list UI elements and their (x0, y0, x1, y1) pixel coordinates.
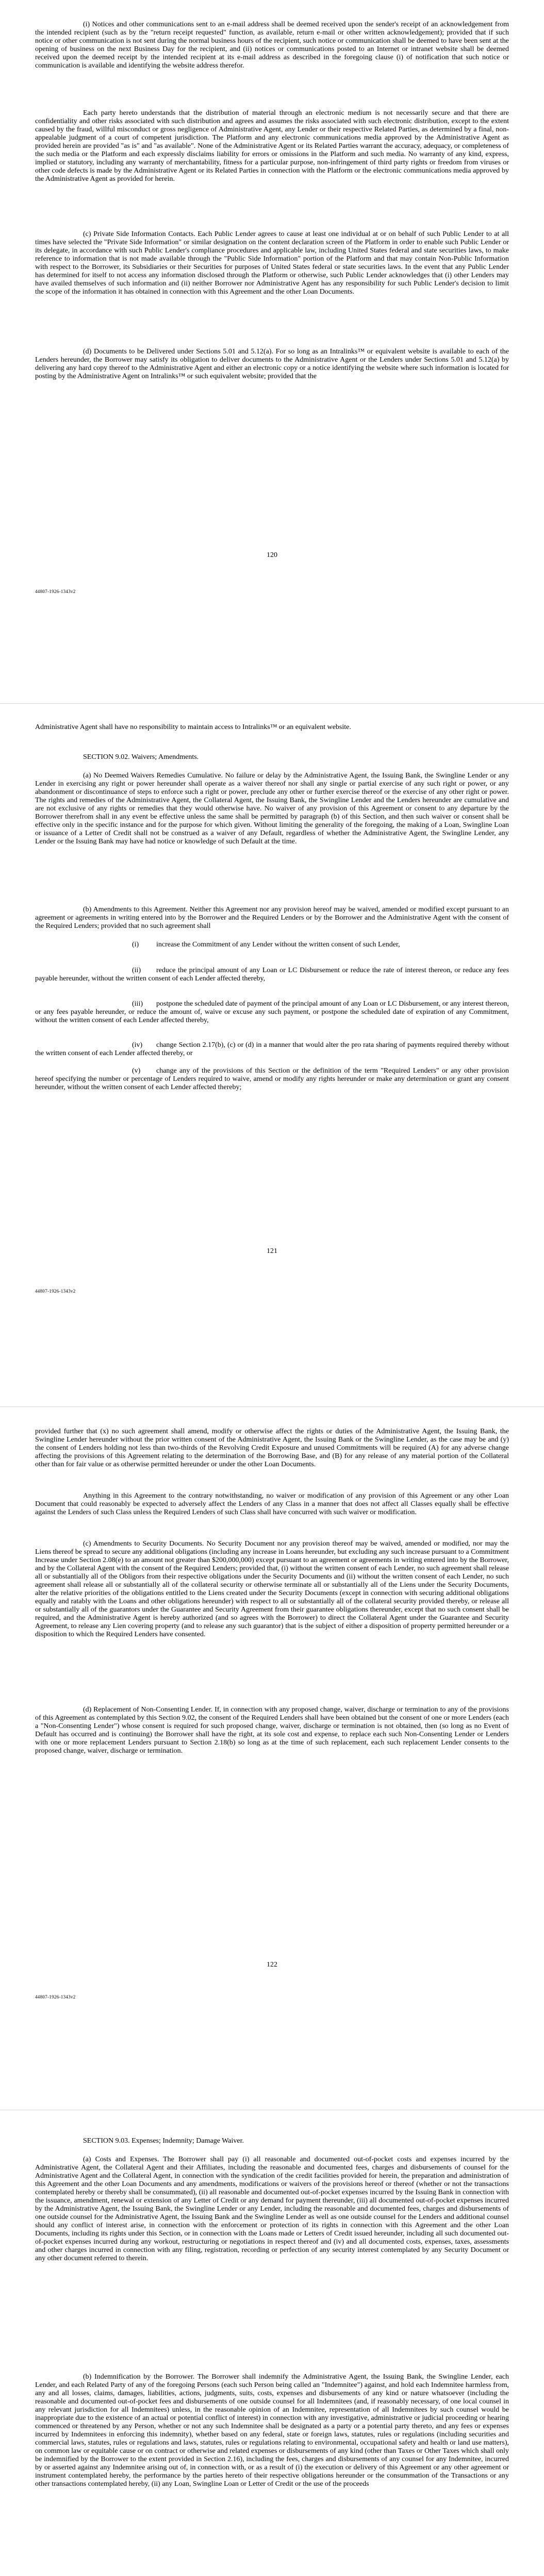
page-number: 122 (267, 1961, 277, 1969)
list-item-number: (iv) (132, 1041, 143, 1049)
list-item (35, 1000, 509, 1025)
paragraph-documents-delivered: (d) Documents to be Delivered under Sections 5.01 and 5.12(a). For so long as an Intralinks™ or equivalent website is available to each of the Lenders hereunder, the Borrower may satisfy its obligation to deliver documents to the Administrative Agent or the Lenders under Sections 5.01 and 5.12(a) by delivering any hard copy thereof to the Administrative Agent and either an electronic copy or a notice identifying the website where such information is located for posting by the Administrative Agent on Intralinks™ or such equivalent website; provided that the (35, 348, 509, 380)
paragraph-anything-contrary: Anything in this Agreement to the contrary notwithstanding, no waiver or modification of any provision of this Agreement or any other Loan Document that could reasonably be expected to adversely affect the Lenders of any Class in a manner that does not affect all Classes equally shall be effective against the Lenders of such Class unless the Required Lenders of such Class shall have concurred with such waiver or modification. (35, 1492, 509, 1516)
page-number: 121 (267, 1247, 277, 1255)
list-item-number: (ii) (132, 967, 141, 974)
list-item-number: (i) (132, 941, 139, 948)
section-heading: SECTION 9.03. Expenses; Indemnity; Damage Waiver. (83, 2137, 244, 2145)
list-item (35, 967, 509, 983)
paragraph-non-consenting-lender: (d) Replacement of Non-Consenting Lender. If, in connection with any proposed change, waiver, discharge or termination to any of the provisions of this Agreement as contemplated by this Section 9.02, the consent of the Required Lenders shall have been obtained but the consent of one or more Lenders (each a "Non-Consenting Lender") whose consent is required for such proposed change, waiver, discharge or termination is not obtained, then (so long as no Event of Default has occurred and is continuing) the Borrower shall have the right, at its sole cost and expense, to replace each such Non-Consenting Lender or Lenders with one or more replacement Lenders pursuant to Section 2.18(b) so long as at the time of such replacement, each such replacement Lender consents to the proposed change, waiver, discharge or termination. (35, 1706, 509, 1755)
list-item (35, 941, 509, 949)
paragraph-electronic-risk: Each party hereto understands that the distribution of material through an electronic medium is not necessarily secure and that there are confidentiality and other risks associated with such distribution and agrees and assumes the risks associated with such electronic distribution, except to the extent caused by the fraud, willful misconduct or gross negligence of Administrative Agent, any Lender or their respective Related Parties, as determined by a final, non-appealable judgment of a court of competent jurisdiction. The Platform and any electronic communications media approved by the Administrative Agent as provided herein are provided "as is" and "as available". None of the Administrative Agent or its Related Parties warrant the accuracy, adequacy, or completeness of the such media or the Platform and each expressly disclaims liability for errors or omissions in the Platform and such media. No warranty of any kind, express, implied or statutory, including any warranty of merchantability, fitness for a particular purpose, non-infringement of third party rights or freedom from viruses or other code defects is made by the Administrative Agent or its Related Parties in connection with the Platform or the electronic communications media approved by the Administrative Agent as provided for herein. (35, 109, 509, 183)
list-item-number: (v) (132, 1067, 141, 1075)
paragraph-costs-expenses: (a) Costs and Expenses. The Borrower shall pay (i) all reasonable and documented out-of-pocket costs and expenses incurred by the Administrative Agent, the Collateral Agent and their Affiliates, including the reasonable and documented fees, charges and disbursements of counsel for the Administrative Agent and the Collateral Agent, in connection with the syndication of the credit facilities provided for herein, the preparation and administration of this Agreement and the other Loan Documents and any amendments, modifications or waivers of the provisions hereof or thereof (whether or not the transactions contemplated hereby or thereby shall be consummated), (ii) all reasonable and documented out-of-pocket expenses incurred by the Issuing Bank in connection with the issuance, amendment, renewal or extension of any Letter of Credit or any demand for payment thereunder, (iii) all documented out-of-pocket expenses incurred by the Administrative Agent, the Issuing Bank, the Swingline Lender or any Lender, including the reasonable and documented fees, charges and disbursements of one outside counsel for the Administrative Agent, the Issuing Bank and the Swingline Lender as well as one outside counsel for the Lenders and additional counsel should any conflict of interest arise, in connection with the enforcement or protection of its rights in connection with this Agreement and the other Loan Documents, including its rights under this Section, or in connection with the Loans made or Letters of Credit issued hereunder, including all such documented out-of-pocket expenses incurred during any workout, restructuring or negotiations in respect thereof and (iv) and all documented costs, expenses, taxes, assessments and other charges incurred in connection with any filing, registration, recording or perfection of any security interest contemplated by any Security Document or any other document referred to therein. (35, 2156, 509, 2262)
paragraph-continuation: Administrative Agent shall have no responsibility to maintain access to Intralinks™ or an equivalent website. (35, 723, 351, 731)
list-item-text: increase the Commitment of any Lender without the written consent of such Lender, (156, 941, 400, 948)
document-page-121 (0, 704, 544, 1406)
list-item-number: (iii) (132, 1000, 143, 1008)
list-item (35, 1067, 509, 1092)
footer-docid: 44807-1926-1343v2 (35, 1994, 76, 1999)
paragraph-private-side: (c) Private Side Information Contacts. Each Public Lender agrees to cause at least one individual at or on behalf of such Public Lender to at all times have selected the "Private Side Information" or similar designation on the content declaration screen of the Platform in order to enable such Public Lender or its delegate, in accordance with such Public Lender's compliance procedures and applicable law, including United States federal and state securities laws, to make reference to information that is not made available through the "Public Side Information" portion of the Platform and that may contain Non-Public Information with respect to the Borrower, its Subsidiaries or their Securities for purposes of United States federal or state securities laws. In the event that any Public Lender has determined for itself to not access any information disclosed through the Platform or otherwise, such Public Lender acknowledges that (i) other Lenders may have availed themselves of such information and (ii) neither Borrower nor Administrative Agent has any responsibility for such Public Lender's decision to limit the scope of the information it has obtained in connection with this Agreement and the other Loan Documents. (35, 230, 509, 296)
paragraph-notices: (i) Notices and other communications sent to an e-mail address shall be deemed received upon the sender's receipt of an acknowledgement from the intended recipient (such as by the "return receipt requested" function, as available, return e-mail or other written acknowledgement); provided that if such notice or other communication is not sent during the normal business hours of the recipient, such notice or communication shall be deemed to have been sent at the opening of business on the next Business Day for the recipient, and (ii) notices or communications posted to an Internet or intranet website shall be deemed received upon the deemed receipt by the intended recipient at its e-mail address as described in the foregoing clause (i) of notification that such notice or communication is available and identifying the website address therefor. (35, 21, 509, 70)
section-heading: SECTION 9.02. Waivers; Amendments. (83, 753, 199, 761)
list-item-text: change any of the provisions of this Section or the definition of the term "Required Lenders" or any other provision hereof specifying the number or percentage of Lenders required to waive, amend or modify any rights hereunder or make any determination or grant any consent hereunder, without the written consent of each Lender affected thereby; (35, 1067, 509, 1091)
document-page-120 (0, 0, 544, 703)
paragraph-no-deemed-waivers: (a) No Deemed Waivers Remedies Cumulative. No failure or delay by the Administrative Agent, the Issuing Bank, the Swingline Lender or any Lender in exercising any right or power hereunder shall operate as a waiver thereof nor shall any single or partial exercise of any such right or power, or any abandonment or discontinuance of steps to enforce such a right or power, preclude any other or further exercise thereof or the exercise of any other right or power. The rights and remedies of the Administrative Agent, the Collateral Agent, the Issuing Bank, the Swingline Lender and the Lenders hereunder are cumulative and are not exclusive of any rights or remedies that they would otherwise have. No waiver of any provision of this Agreement or consent to any departure by the Borrower therefrom shall in any event be effective unless the same shall be permitted by paragraph (b) of this Section, and then such waiver or consent shall be effective only in the specific instance and for the purpose for which given. Without limiting the generality of the foregoing, the making of a Loan, Swingline Loan or issuance of a Letter of Credit shall not be construed as a waiver of any Default, regardless of whether the Administrative Agent, the Swingline Lender, any Lender or the Issuing Bank may have had notice or knowledge of such Default at the time. (35, 772, 509, 845)
list-item-text: reduce the principal amount of any Loan or LC Disbursement or reduce the rate of interest thereon, or reduce any fees payable hereunder, without the written consent of each Lender affected thereby, (35, 967, 509, 982)
paragraph-indemnification: (b) Indemnification by the Borrower. The Borrower shall indemnify the Administrative Agent, the Issuing Bank, the Swingline Lender, each Lender, and each Related Party of any of the foregoing Persons (each such Person being called an "Indemnitee") against, and hold each Indemnitee harmless from, any and all losses, claims, damages, liabilities, actions, judgments, suits, costs, expenses and disbursements of any kind or nature whatsoever (including the reasonable and documented out-of-pocket fees and disbursements of one outside counsel for all Indemnitees (and, if reasonably necessary, of one local counsel in any relevant jurisdiction for all Indemnitees) unless, in the reasonable opinion of an Indemnitee, representation of all Indemnitees by such counsel would be inappropriate due to the existence of an actual or potential conflict of interest) in connection with any investigative, administrative or judicial proceeding or hearing commenced or threatened by any Person, whether or not any such Indemnitee shall be designated as a party or a potential party thereto, and any fees or expenses incurred by Indemnitees in enforcing this indemnity), whether based on any federal, state or foreign laws, statutes, rules or regulations (including securities and commercial laws, statutes, rules or regulations and laws, statutes, rules or regulations relating to environmental, occupational safety and health or land use matters), on common law or equitable cause or on contract or otherwise and related expenses or disbursements of any kind (other than Taxes or Other Taxes which shall only be indemnified by the Borrower to the extent provided in Section 2.16), including the fees, charges and disbursements of any counsel for any Indemnitee, incurred by or asserted against any Indemnitee arising out of, in connection with, or as a result of (i) the execution or delivery of this Agreement or any other agreement or instrument contemplated hereby, the performance by the parties hereto of their respective obligations hereunder or the consummation of the Transactions or any other transactions contemplated hereby, (ii) any Loan, Swingline Loan or Letter of Credit or the use of the proceeds (35, 2373, 509, 2488)
paragraph-security-documents: (c) Amendments to Security Documents. No Security Document nor any provision thereof may be waived, amended or modified, nor may the Liens thereof be spread to secure any additional obligations (including any increase in Loans hereunder, but excluding any such increase pursuant to a Commitment Increase under Section 2.08(e) to an amount not greater than $200,000,000) except pursuant to an agreement or agreements in writing entered into by the Borrower, and by the Collateral Agent with the consent of the Required Lenders; provided that, (i) without the written consent of each Lender, no such agreement shall release all or substantially all of the Obligors from their respective obligations under the Security Documents and (ii) without the written consent of each Lender, no such agreement shall release all or substantially all of the collateral security or otherwise terminate all or substantially all of the Liens under the Security Documents, alter the relative priorities of the obligations entitled to the Liens created under the Security Documents (except in connection with securing additional obligations equally and ratably with the Loans and other obligations hereunder) with respect to all or substantially all of the collateral security provided thereby, or release all or substantially all of the guarantors under the Guarantee and Security Agreement from their guarantee obligations thereunder, except that no such consent shall be required, and the Administrative Agent is hereby authorized (and so agrees with the Borrower) to direct the Collateral Agent under the Guarantee and Security Agreement, to release any Lien covering property (and to release any such guarantor) that is the subject of either a disposition of property permitted hereunder or a disposition to which the Required Lenders have consented. (35, 1540, 509, 1638)
paragraph-provided-further: provided further that (x) no such agreement shall amend, modify or otherwise affect the rights or duties of the Administrative Agent, the Issuing Bank, the Swingline Lender hereunder without the prior written consent of the Administrative Agent, the Issuing Bank or the Swingline Lender, as the case may be and (y) the consent of Lenders holding not less than two-thirds of the Revolving Credit Exposure and unused Commitments will be required (A) for any adverse change affecting the provisions of this Agreement relating to the determination of the Borrowing Base, and (B) for any release of any material portion of the Collateral other than for fair value or as otherwise permitted hereunder or under the other Loan Documents. (35, 1428, 509, 1468)
document-page-122 (0, 1407, 544, 2110)
list-item-text: change Section 2.17(b), (c) or (d) in a manner that would alter the pro rata sharing of payments required thereby without the written consent of each Lender affected thereby, or (35, 1041, 509, 1057)
list-item (35, 1041, 509, 1058)
paragraph-amendments: (b) Amendments to this Agreement. Neither this Agreement nor any provision hereof may be waived, amended or modified except pursuant to an agreement or agreements in writing entered into by the Borrower and the Required Lenders or by the Borrower and the Administrative Agent with the consent of the Required Lenders; provided that no such agreement shall (35, 906, 509, 930)
page-number: 120 (267, 551, 277, 559)
footer-docid: 44807-1926-1343v2 (35, 589, 76, 594)
document-page-123 (0, 2110, 544, 2576)
list-item-text: postpone the scheduled date of payment of the principal amount of any Loan or LC Disbursement, or any interest thereon, or any fees payable hereunder, or reduce the amount of, waive or excuse any such payment, or postpone the scheduled date of expiration of any Commitment, without the written consent of each Lender affected thereby, (35, 1000, 509, 1024)
footer-docid: 44807-1926-1343v2 (35, 1289, 76, 1294)
